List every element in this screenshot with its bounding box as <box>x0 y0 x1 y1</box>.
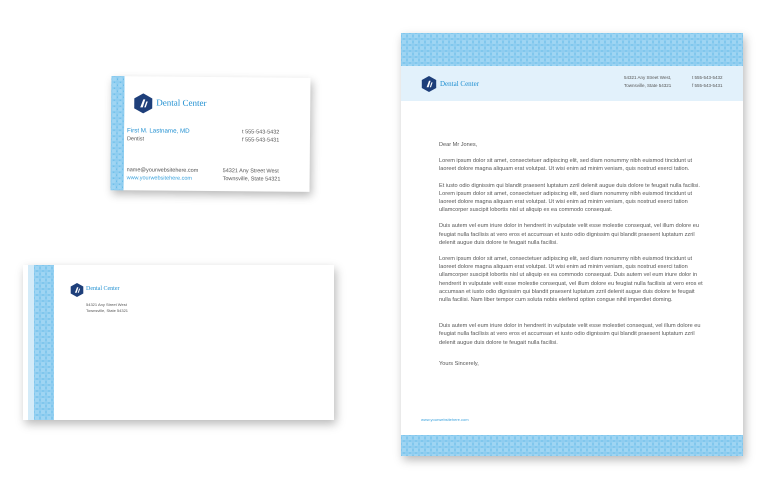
envelope-brand-name: Dental Center <box>86 286 120 292</box>
letter-paragraph: Et iusto odio dignissim qui blandit praesent luptatum zzril delenit augue duis dolore te feugait nulla facilisi. Lorem ipsum dolor sit amet, consectetuer adipiscing elit, sed diam nonummy nibh euismod tincidunt ut laoreet dolore magna aliquam erat volutpat. Ut wisi enim ad minim veniam, quis nostrud exerci tation ullamcorper suscipit lobortis nisl ut aliquip ex ea commodo consequat. <box>439 182 700 214</box>
card-fax <box>242 137 279 144</box>
tooth-hexagon-icon <box>70 283 84 297</box>
letterhead-brand-name: Dental Center <box>440 80 480 88</box>
letterhead-top-hex-pattern <box>401 33 743 66</box>
letterhead-website: www.yourwebsitehere.com <box>421 417 469 422</box>
letterhead-bottom-hex-pattern <box>401 435 743 456</box>
card-website: www.yourwebsitehere.com <box>126 175 193 182</box>
envelope <box>23 265 334 420</box>
letterhead-fax: f 555-543-5431 <box>692 83 723 88</box>
business-card <box>111 76 311 192</box>
card-email: name@yourwebsitehere.com <box>126 167 199 174</box>
letter-paragraph: Lorem ipsum dolor sit amet, consectetuer adipiscing elit, sed diam nonummy nibh euismod tincidunt ut laoreet dolore magna aliquam erat volutpat. Ut wisi enim ad minim veniam, quis nostrud exerci tation. <box>439 158 693 173</box>
letter-salutation: Dear Mr Jones, <box>439 142 478 148</box>
letter-closing: Yours Sincerely, <box>439 360 479 367</box>
envelope-address-line1: 54321 Any Street West <box>86 302 127 307</box>
card-address-line2: Townsville, State 54321 <box>222 176 281 183</box>
envelope-address-line2: Townsville, State 54321 <box>86 308 129 313</box>
brand-name: Dental Center <box>156 97 207 108</box>
phone-label: t <box>241 129 244 136</box>
phone-number: 555-543-5432 <box>245 129 280 136</box>
letterhead <box>401 33 743 456</box>
card-address-line1: 54321 Any Street West <box>222 168 279 175</box>
person-title: Dentist <box>126 136 145 143</box>
card-phone <box>242 129 279 136</box>
letterhead-phone: t 555-543-5432 <box>692 75 723 80</box>
fax-number: 555-543-5431 <box>244 137 280 144</box>
tooth-hexagon-icon <box>133 93 153 113</box>
fax-label: f <box>241 137 244 144</box>
card-hex-pattern-strip <box>111 76 125 190</box>
person-name: First M. Lastname, MD <box>126 127 190 135</box>
letterhead-address-line1: 54321 Any Street West, <box>624 75 672 80</box>
tooth-hexagon-icon <box>421 76 437 92</box>
letter-paragraph: Lorem ipsum dolor sit amet, consectetuer adipiscing elit, sed diam nonummy nibh euismod tincidunt ut laoreet dolore magna aliquam erat volutpat. Ut wisi enim ad minim veniam, quis nostrud exerci tation ullamcorper suscipit lobortis nisl ut aliquip ex ea commodo consequat. Duis autem vel eum iriure dolor in hendrerit in vulputate velit esse molestie consequat, vel illum dolore eu feugiat nulla facilisis at vero eros et accumsan et iusto odio dignissim qui blandit praesent luptatum zzril delenit augue duis dolore te feugait nulla facilisi. Nam liber tempor cum soluta nobis eleifend option congue nihil imperdiet doming. <box>439 256 703 304</box>
letter-paragraph: Duis autem vel eum iriure dolor in hendrerit in vulputate velit esse molestiet consequat, vel illum dolore eu feugiat nulla facilisis at vero eros et accumsan et iusto odio dignissim qui blandit praesent luptatum zzril delenit augue duis dolore te feugait nulla facilisi. <box>439 323 701 346</box>
letterhead-address-line2: Townsville, State 54321 <box>624 83 672 88</box>
envelope-hex-pattern-strip <box>34 265 54 420</box>
letter-body <box>439 141 707 376</box>
letter-paragraph: Duis autem vel eum iriure dolor in hendrerit in vulputate velit esse molestie consequat, vel illum dolore eu feugiat nulla facilisis at vero eros et accumsan et iusto odio dignissim qui blandit praesent luptatum zzril delenit augue duis dolore te feugait nulla facilisi. <box>439 223 699 246</box>
